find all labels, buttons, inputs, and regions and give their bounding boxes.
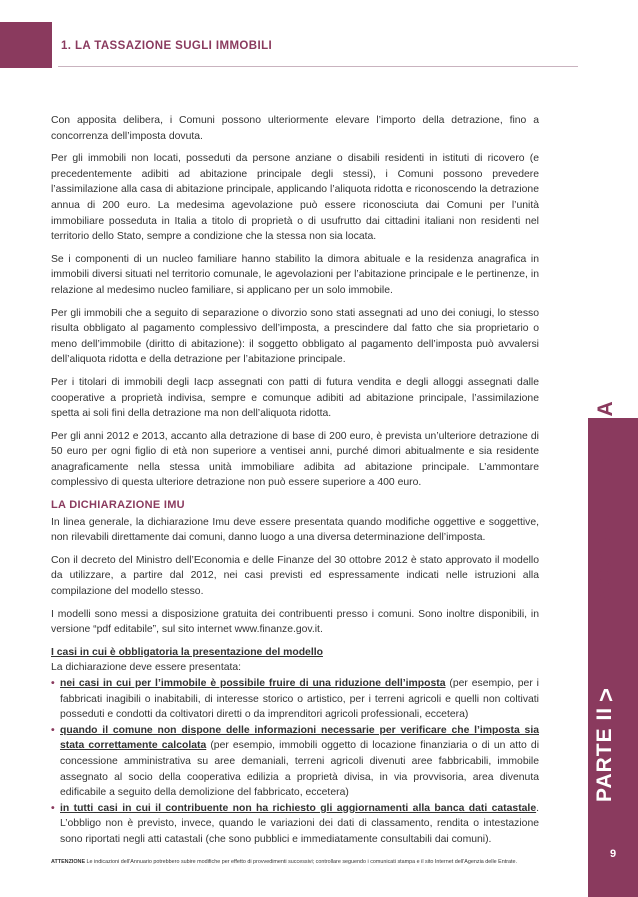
- section-label: IL FISCO SULLA CASA: [594, 400, 617, 648]
- list-item-emphasis: in tutti casi in cui il contribuente non ha richiesto gli aggiornamenti alla banca dati catastale: [60, 802, 537, 814]
- paragraph: Per gli anni 2012 e 2013, accanto alla detrazione di base di 200 euro, è prevista un’ulteriore detrazione di 50 euro per ogni figlio di età non superiore a ventisei anni, purché dimori abitualmente e sia residente anagraficamente nella stessa unità immobiliare adibita ad abitazione principale. L’ammontare complessivo di questa ulteriore detrazione non può essere superiore a 400 euro.: [51, 430, 539, 489]
- list-item-emphasis: nei casi in cui per l’immobile è possibile fruire di una riduzione dell’imposta: [60, 678, 446, 689]
- section-heading: LA DICHIARAZIONE IMU: [51, 499, 185, 512]
- paragraph: Per i titolari di immobili degli Iacp assegnati con patti di futura vendita e degli alloggi assegnati dalle cooperative a proprietà indivisa, sempre e comunque adibiti ad abitazione principale, l’assimilazione spetta ai soli fini della detrazione ma non dell’aliquota ridotta.: [51, 376, 539, 420]
- cases-intro: La dichiarazione deve essere presentata:: [51, 662, 242, 674]
- bullet-icon: •: [51, 802, 55, 814]
- paragraph: Con apposita delibera, i Comuni possono ulteriormente elevare l’importo della detrazione, fino a concorrenza dell’imposta dovuta.: [51, 115, 539, 142]
- bullet-icon: •: [51, 724, 55, 736]
- list-item: [51, 676, 539, 723]
- cases-heading: I casi in cui è obbligatoria la presentazione del modello: [51, 646, 323, 658]
- chapter-title: 1. LA TASSAZIONE SUGLI IMMOBILI: [61, 40, 273, 52]
- paragraph: In linea generale, la dichiarazione Imu deve essere presentata quando modifiche oggettive e soggettive, non rilevabili direttamente dai comuni, danno luogo a una diversa determinazione dell’imposta.: [51, 516, 539, 544]
- list-item: [51, 723, 539, 801]
- part-label: PARTE II: [593, 706, 616, 802]
- list-item-text: (per esempio, per i fabbricati inagibili o inabitabili, di interesse storico o artistico, per i terreni agricoli e quelli non coltivati posseduti e condotti da coltivatori diretti o da imprenditori agricoli professionali, eccetera): [60, 678, 539, 721]
- paragraph: Per gli immobili che a seguito di separazione o divorzio sono stati assegnati ad uno dei coniugi, lo stesso risulta obbligato al pagamento complessivo dell’imposta, a prescindere dal fatto che sia proprietario o meno dell’immobile (diritto di abitazione): il soggetto obbligato al pagamento dell’imposta può avvalersi dell’aliquota ridotta e della detrazione per l’abitazione principale.: [51, 307, 539, 366]
- list-item: [51, 801, 539, 848]
- header-divider: [58, 66, 578, 67]
- main-content: [51, 113, 539, 848]
- cases-list: [51, 676, 539, 848]
- header-accent-block: [0, 22, 52, 68]
- list-item-emphasis: quando il comune non dispone delle informazioni necessarie per verificare che l’imposta sia stata correttamente calcolata: [60, 724, 539, 752]
- footer-note: [51, 859, 541, 866]
- footer-text: Le indicazioni dell’Annuario potrebbero subire modifiche per effetto di provvedimenti successivi; controllare seguendo i comunicati stampa e il sito Internet dell’Agenzia delle Entrate.: [85, 859, 518, 865]
- footer-lead: ATTENZIONE: [51, 859, 86, 865]
- paragraph: Per gli immobili non locati, posseduti da persone anziane o disabili residenti in istituti di ricovero (e precedentemente adibiti ad abitazione principale degli stessi), i Comuni possono prevedere l’assimilazione alla casa di abitazione principale, applicando l’aliquota ridotta e riconoscendo la detrazione annua di 200 euro. La medesima agevolazione può essere riconosciuta dai Comuni per l’unità immobiliare posseduta in Italia a titolo di proprietà o di usufrutto dai cittadini italiani non residenti nel territorio dello Stato, sempre a condizione che la stessa non sia locata.: [51, 153, 539, 243]
- list-item-text: (per esempio, immobili oggetto di locazione finanziaria o di un atto di concessione amministrativa su aree demaniali, terreni agricoli divenuti aree fabbricabili, immobile assegnato al socio della cooperativa edilizia a proprietà divisa, in via provvisoria, area divenuta edificabile a seguito della demolizione del fabbricato, eccetera): [60, 740, 539, 799]
- list-item-text: . L’obbligo non è previsto, invece, quando le variazioni dei dati di classamento, rendita o intestazione sono riportati negli atti catastali (che sono pubblici e immediatamente consultabili dai comuni).: [60, 802, 539, 845]
- chevron-right-icon: >: [593, 686, 620, 702]
- paragraph: Se i componenti di un nucleo familiare hanno stabilito la dimora abituale e la residenza anagrafica in immobili diversi situati nel territorio comunale, le agevolazioni per l’abitazione principale e le pertinenze, in relazione al medesimo nucleo familiare, si applicano per un solo immobile.: [51, 253, 539, 296]
- paragraph: Con il decreto del Ministro dell’Economia e delle Finanze del 30 ottobre 2012 è stato approvato il modello da utilizzare, a partire dal 2012, nei casi previsti ed espressamente indicati nelle istruzioni alla compilazione del modello stesso.: [51, 554, 539, 598]
- page-number: 9: [609, 848, 617, 860]
- paragraph: I modelli sono messi a disposizione gratuita dei contribuenti presso i comuni. Sono inoltre disponibili, in versione “pdf editabile”, sul sito internet www.finanze.gov.it.: [51, 608, 539, 636]
- bullet-icon: •: [51, 678, 55, 689]
